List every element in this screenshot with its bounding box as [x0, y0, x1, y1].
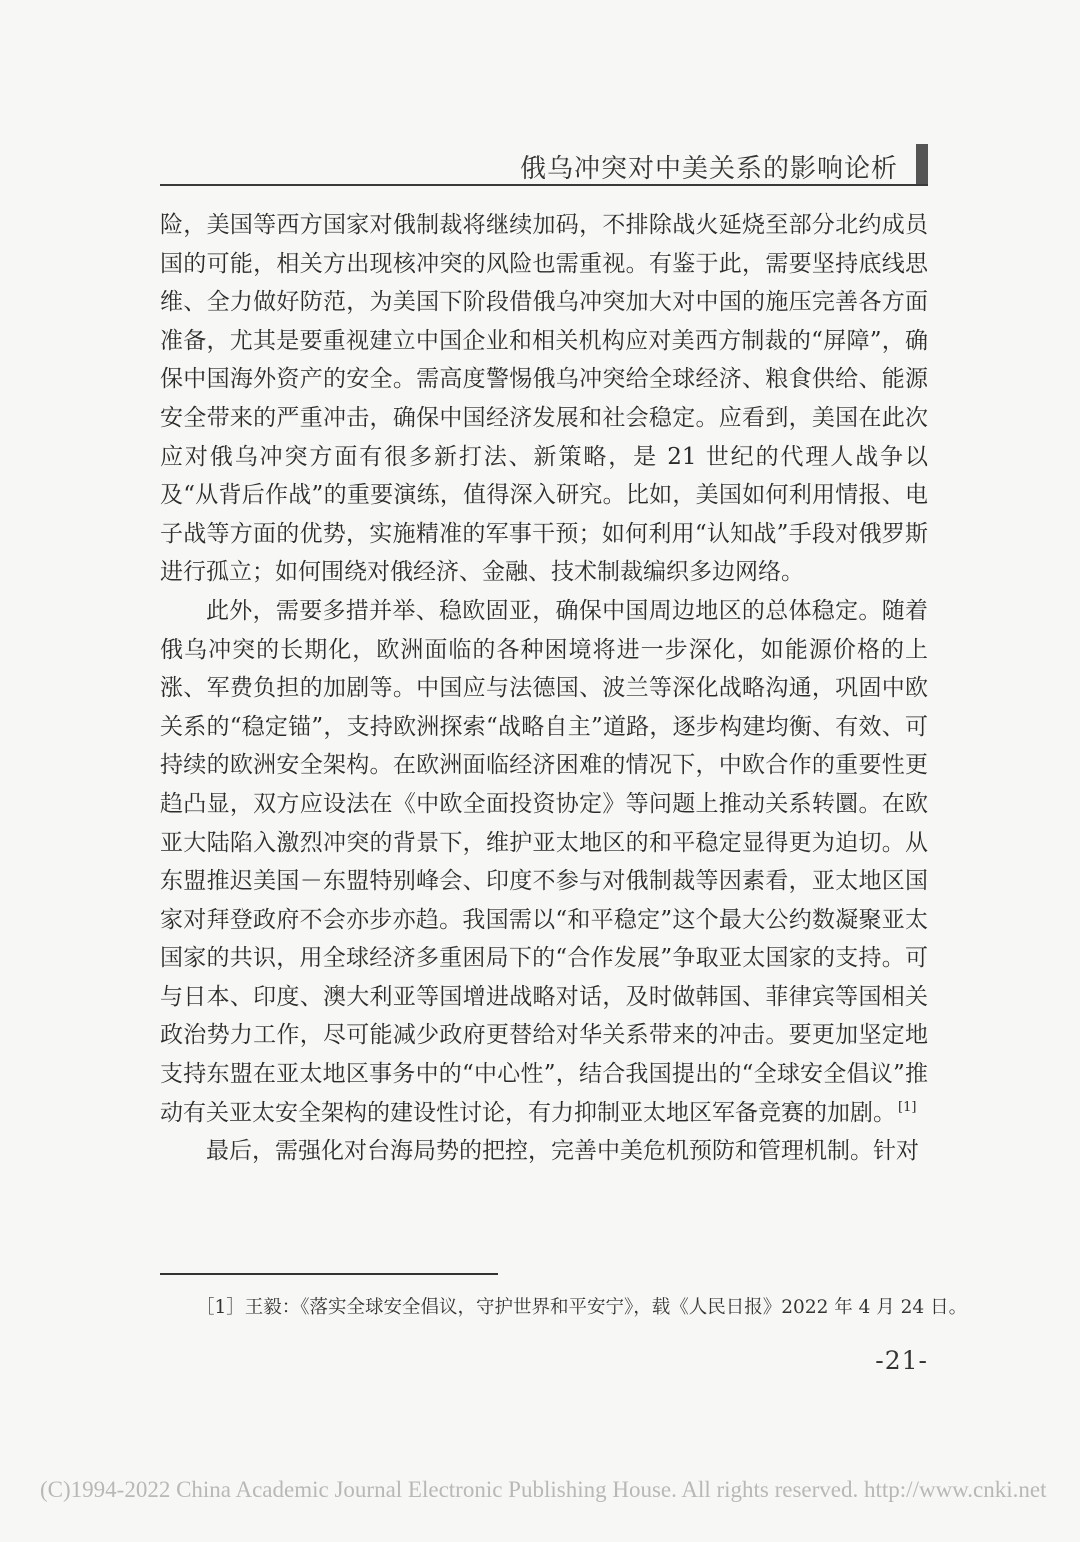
header-bar-ornament	[916, 144, 928, 184]
copyright-watermark: (C)1994-2022 China Academic Journal Electronic Publishing House. All rights reserved. http://www.cnki.net	[40, 1477, 1047, 1502]
running-title: 俄乌冲突对中美关系的影响论析	[519, 154, 898, 184]
paragraph-1: 险，美国等西方国家对俄制裁将继续加码，不排除战火延烧至部分北约成员国的可能，相关方出现核冲突的风险也需重视。有鉴于此，需要坚持底线思维、全力做好防范，为美国下阶段借俄乌冲突加大对中国的施压完善各方面准备，尤其是要重视建立中国企业和相关机构应对美西方制裁的“屏障”，确保中国海外资产的安全。需高度警惕俄乌冲突给全球经济、粮食供给、能源安全带来的严重冲击，确保中国经济发展和社会稳定。应看到，美国在此次应对俄乌冲突方面有很多新打法、新策略，是 21 世纪的代理人战争以及“从背后作战”的重要演练，值得深入研究。比如，美国如何利用情报、电子战等方面的优势，实施精准的军事干预；如何利用“认知战”手段对俄罗斯进行孤立；如何围绕对俄经济、金融、技术制裁编织多边网络。	[160, 212, 928, 586]
paragraph-2	[160, 592, 928, 1132]
page-number: -21-	[875, 1346, 928, 1375]
body-text	[160, 206, 928, 1171]
running-header	[160, 140, 928, 186]
footnote-reference[interactable]: [1]	[898, 1100, 917, 1115]
paragraph-2-text: 此外，需要多措并举、稳欧固亚，确保中国周边地区的总体稳定。随着俄乌冲突的长期化，欧洲面临的各种困境将进一步深化，如能源价格的上涨、军费负担的加剧等。中国应与法德国、波兰等深化战略沟通，巩固中欧关系的“稳定锚”，支持欧洲探索“战略自主”道路，逐步构建均衡、有效、可持续的欧洲安全架构。在欧洲面临经济困难的情况下，中欧合作的重要性更趋凸显，双方应设法在《中欧全面投资协定》等问题上推动关系转圜。在欧亚大陆陷入激烈冲突的背景下，维护亚太地区的和平稳定显得更为迫切。从东盟推迟美国－东盟特别峰会、印度不参与对俄制裁等因素看，亚太地区国家对拜登政府不会亦步亦趋。我国需以“和平稳定”这个最大公约数凝聚亚太国家的共识，用全球经济多重困局下的“合作发展”争取亚太国家的支持。可与日本、印度、澳大利亚等国增进战略对话，及时做韩国、菲律宾等国相关政治势力工作，尽可能减少政府更替给对华关系带来的冲击。要更加坚定地支持东盟在亚太地区事务中的“中心性”，结合我国提出的“全球安全倡议”推动有关亚太安全架构的建设性讨论，有力抑制亚太地区军备竞赛的加剧。	[160, 597, 928, 1126]
paragraph-3: 最后，需强化对台海局势的把控，完善中美危机预防和管理机制。针对	[206, 1138, 919, 1165]
header-rule	[160, 184, 928, 186]
footnote: ［1］王毅：《落实全球安全倡议，守护世界和平安宁》，载《人民日报》2022 年 4 月 24 日。	[196, 1297, 968, 1318]
footnote-rule	[160, 1273, 498, 1275]
